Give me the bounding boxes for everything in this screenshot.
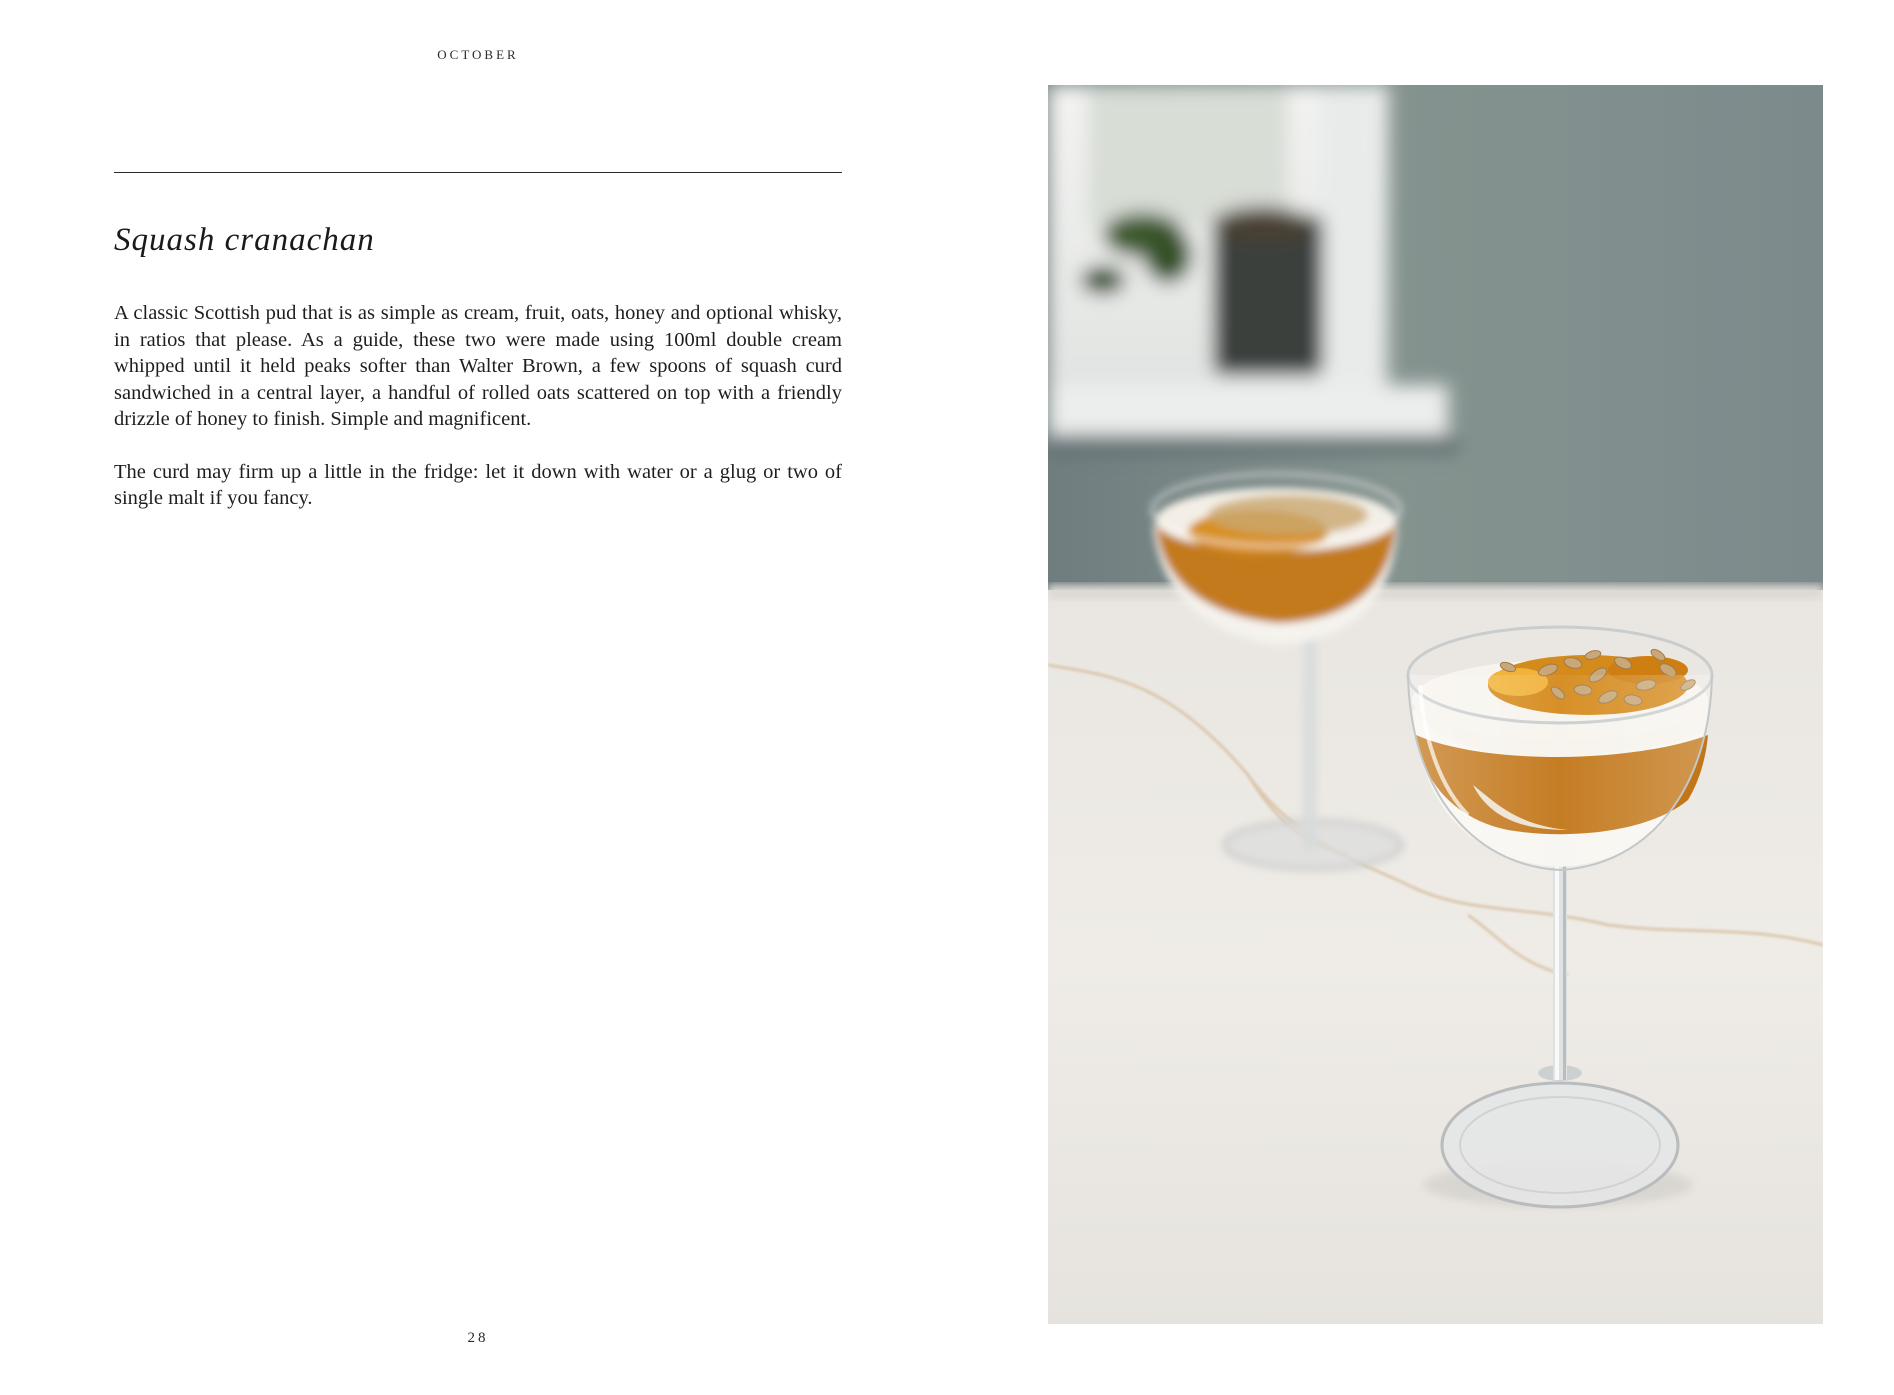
- recipe-title: Squash cranachan: [114, 222, 375, 258]
- page-number: 28: [467, 1330, 489, 1346]
- recipe-photo: [1048, 85, 1823, 1324]
- recipe-photo-illustration: [1048, 85, 1823, 1324]
- running-head: OCTOBER: [437, 47, 519, 62]
- recipe-body: [114, 300, 842, 538]
- recipe-paragraph: The curd may firm up a little in the fridge: let it down with water or a glug or two of single malt if you fancy.: [114, 460, 842, 509]
- recipe-paragraph: A classic Scottish pud that is as simple as cream, fruit, oats, honey and optional whisky, in ratios that please. As a guide, these two were made using 100ml double cream whipped until it held peaks softer than Walter Brown, a few spoons of squash curd sandwiched in a central layer, a handful of rolled oats scattered on top with a friendly drizzle of honey to finish. Simple and magnificent.: [114, 302, 842, 430]
- section-rule: [114, 172, 842, 173]
